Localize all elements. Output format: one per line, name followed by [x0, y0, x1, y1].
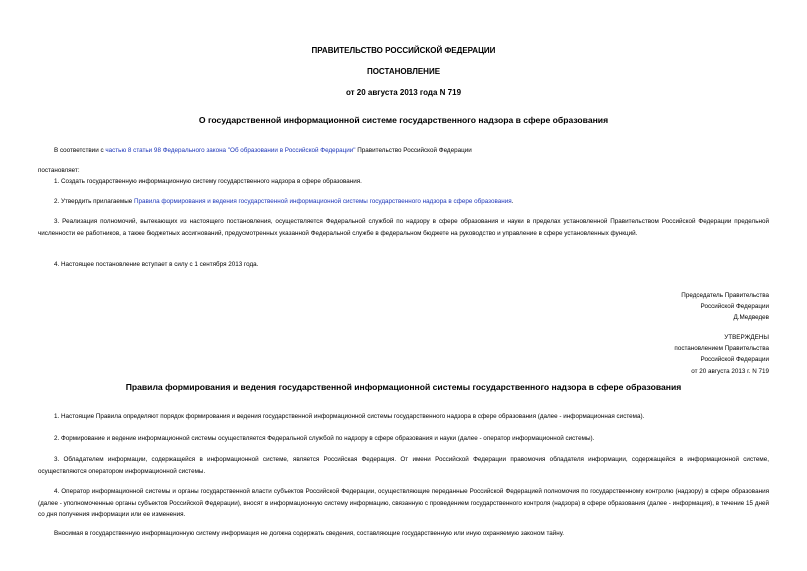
item-4	[38, 259, 769, 271]
rules-item-5	[38, 528, 769, 540]
rules-item-2-text: 2. Формирование и ведение информационной системы осуществляется Федеральной службой по надзору в сфере образования и науки (далее - оператор информационной системы).	[54, 435, 595, 442]
approved-country: Российской Федерации	[700, 356, 769, 364]
item-4-text: 4. Настоящее постановление вступает в силу с 1 сентября 2013 года.	[54, 261, 259, 268]
item-1	[38, 176, 769, 188]
law-article-link[interactable]: частью 8 статьи 98 Федерального закона "Об образовании в Российской Федерации"	[105, 147, 356, 154]
item-2	[38, 196, 769, 208]
rules-title: Правила формирования и ведения государственной информационной системы государственного надзора в сфере образования	[125, 382, 682, 392]
doc-type-heading: ПОСТАНОВЛЕНИЕ	[366, 67, 441, 76]
approved-by: постановлением Правительства	[674, 345, 769, 353]
rules-item-1	[38, 411, 769, 423]
signature-name: Д.Медведев	[733, 314, 769, 322]
approved-label: УТВЕРЖДЕНЫ	[724, 334, 769, 341]
government-heading: ПРАВИТЕЛЬСТВО РОССИЙСКОЙ ФЕДЕРАЦИИ	[311, 46, 496, 55]
signature-country: Российской Федерации	[700, 303, 769, 311]
document-title: О государственной информационной системе государственного надзора в сфере образования	[198, 115, 609, 125]
rules-item-1-text: 1. Настоящие Правила определяют порядок формирования и ведения государственной информационной системы государственного надзора в сфере образования (далее - информационная система).	[54, 413, 645, 420]
rules-item-5-text: Вносимая в государственную информационную систему информация не должна содержать сведения, составляющие государственную или иную охраняемую законом тайну.	[54, 530, 565, 537]
item-3-text: 3. Реализация полномочий, вытекающих из настоящего постановления, осуществляется Федеральной службой по надзору в сфере образования и науки в пределах установленной Правительством Российской Федерации предельной численности ее работников, а также бюджетных ассигнований, предусмотренных указанной Федеральной службе в федеральном бюджете на руководство и управление в сфере установленных функций.	[38, 218, 769, 237]
rules-item-3-text: 3. Обладателем информации, содержащейся в информационной системе, является Российская Федерация. От имени Российской Федерации правомочия обладателя информации, содержащейся в информационной системе, осуществляются оператором информационной системы.	[38, 456, 769, 475]
date-number-heading: от 20 августа 2013 года N 719	[345, 88, 462, 97]
signature-position: Председатель Правительства	[681, 292, 769, 299]
item-3	[38, 216, 769, 239]
approved-block	[674, 332, 769, 377]
item-2-prefix: 2. Утвердить прилагаемые	[54, 198, 134, 205]
intro-suffix: Правительство Российской Федерации	[355, 147, 472, 154]
approved-date: от 20 августа 2013 г. N 719	[691, 367, 769, 375]
item-2-suffix: .	[511, 198, 514, 205]
signature-block	[681, 290, 769, 324]
rules-item-4-text: 4. Оператор информационной системы и органы государственной власти субъектов Российской Федерации, осуществляющие переданные Российской Федерацией полномочия по государственному контролю (надзору) в сфере образования (далее - уполномоченные органы субъектов Российской Федерации), вносят в информационную систему информацию, связанную с проведением государственного контроля (надзора) в сфере образования (далее - информация), в течение 15 дней со дня получения информации или ее изменения.	[38, 488, 769, 518]
rules-link[interactable]: Правила формирования и ведения государственной информационной системы государственного надзора в сфере образования	[134, 198, 512, 205]
intro-paragraph	[38, 145, 769, 157]
intro-prefix: В соответствии с	[54, 147, 106, 154]
item-1-text: 1. Создать государственную информационную систему государственного надзора в сфере образования.	[54, 178, 362, 185]
rules-item-4	[38, 486, 769, 521]
decree-word: постановляет:	[38, 167, 80, 174]
rules-item-2	[38, 433, 769, 445]
rules-item-3	[38, 454, 769, 477]
